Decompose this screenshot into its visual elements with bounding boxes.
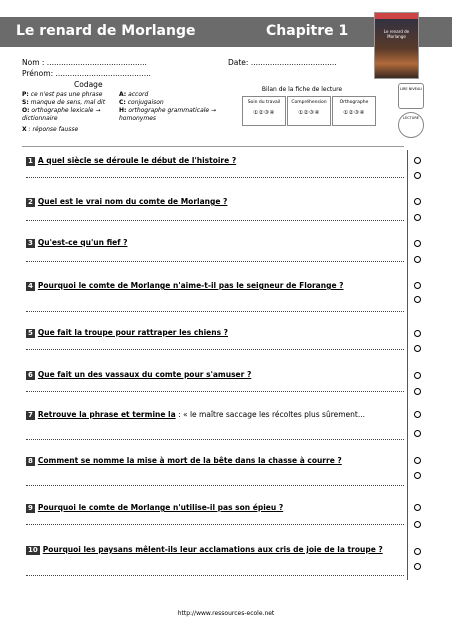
radio-1b[interactable] bbox=[414, 172, 421, 179]
level-badge: LIRE NIVEAU bbox=[398, 83, 424, 109]
radio-3a[interactable] bbox=[414, 240, 421, 247]
legend-item: H: orthographe grammaticale → homonymes bbox=[119, 107, 217, 122]
question-6: 6 Que fait un des vassaux du comte pour s'amuser ? bbox=[28, 370, 252, 379]
legend-item: S: manque de sens, mal dit bbox=[22, 99, 106, 106]
codage-legend-right bbox=[119, 91, 219, 123]
question-1: 1 A quel siècle se déroule le début de l'histoire ? bbox=[28, 156, 237, 165]
radio-5a[interactable] bbox=[414, 330, 421, 337]
codage-title: Codage bbox=[74, 80, 103, 89]
answer-line-2[interactable] bbox=[26, 213, 404, 221]
question-7: 7 Retrouve la phrase et termine la : « le maître saccage les récoltes plus sûrement... bbox=[28, 410, 366, 419]
question-5: 5 Que fait la troupe pour rattraper les chiens ? bbox=[28, 328, 229, 337]
radio-1a[interactable] bbox=[414, 157, 421, 164]
question-3: 3 Qu'est-ce qu'un fief ? bbox=[28, 238, 128, 247]
radio-4a[interactable] bbox=[414, 282, 421, 289]
bilan-panel bbox=[232, 84, 372, 140]
radio-4b[interactable] bbox=[414, 296, 421, 303]
radio-3b[interactable] bbox=[414, 256, 421, 263]
codage-legend-x: X : réponse fausse bbox=[22, 126, 79, 133]
legend-item: P: ce n'est pas une phrase bbox=[22, 91, 103, 98]
codage-legend-left bbox=[22, 91, 117, 123]
divider bbox=[22, 146, 404, 147]
answer-line-10[interactable] bbox=[26, 568, 404, 576]
radio-2b[interactable] bbox=[414, 214, 421, 221]
date-field[interactable]: Date: .................................... bbox=[228, 58, 337, 67]
question-9: 9 Pourquoi le comte de Morlange n'utilise-il pas son épieu ? bbox=[28, 503, 284, 512]
answer-line-8[interactable] bbox=[26, 478, 404, 486]
nom-field[interactable]: Nom : .......................................... bbox=[22, 58, 147, 67]
answer-line-5[interactable] bbox=[26, 342, 404, 350]
question-8: 8 Comment se nomme la mise à mort de la bête dans la chasse à courre ? bbox=[28, 456, 342, 465]
radio-7a[interactable] bbox=[414, 411, 421, 418]
answer-line-9[interactable] bbox=[26, 517, 404, 525]
radio-8a[interactable] bbox=[414, 457, 421, 464]
radio-6b[interactable] bbox=[414, 388, 421, 395]
legend-item: A: accord bbox=[119, 91, 149, 98]
radio-9b[interactable] bbox=[414, 521, 421, 528]
question-2: 2 Quel est le vrai nom du comte de Morlange ? bbox=[28, 197, 228, 206]
answer-line-6[interactable] bbox=[26, 384, 404, 392]
bilan-cell-orthographe[interactable]: Orthographe ①②③④ bbox=[332, 96, 376, 126]
chapter-title: Chapitre 1 bbox=[266, 23, 349, 39]
radio-5b[interactable] bbox=[414, 345, 421, 352]
reading-badge: LECTURE bbox=[398, 112, 424, 138]
column-divider bbox=[407, 150, 408, 580]
answer-line-1[interactable] bbox=[26, 170, 404, 178]
footer-url[interactable]: http://www.ressources-ecole.net bbox=[177, 610, 275, 617]
cover-title: Le renard de Morlange bbox=[383, 29, 410, 39]
legend-item: O: orthographe lexicale → dictionnaire bbox=[22, 107, 101, 122]
radio-10b[interactable] bbox=[414, 563, 421, 570]
radio-8b[interactable] bbox=[414, 472, 421, 479]
bilan-cell-soin[interactable]: Soin du travail ①②③④ bbox=[242, 96, 286, 126]
book-title: Le renard de Morlange bbox=[16, 23, 196, 39]
question-4: 4 Pourquoi le comte de Morlange n'aime-t-il pas le seigneur de Florange ? bbox=[28, 281, 344, 290]
answer-line-3[interactable] bbox=[26, 254, 404, 262]
radio-7b[interactable] bbox=[414, 430, 421, 437]
bilan-row bbox=[242, 96, 372, 126]
radio-10a[interactable] bbox=[414, 548, 421, 555]
answer-line-4[interactable] bbox=[26, 304, 404, 312]
radio-6a[interactable] bbox=[414, 372, 421, 379]
cover-band bbox=[375, 13, 418, 19]
badges bbox=[397, 83, 427, 138]
bilan-title: Bilan de la fiche de lecture bbox=[261, 86, 343, 93]
radio-2a[interactable] bbox=[414, 198, 421, 205]
bilan-cell-comprehension[interactable]: Compréhension ①②③④ bbox=[287, 96, 331, 126]
book-cover-image bbox=[374, 12, 419, 79]
answer-line-7[interactable] bbox=[26, 432, 404, 440]
question-10: 10 Pourquoi les paysans mêlent-ils leur acclamations aux cris de joie de la troupe ? bbox=[28, 545, 383, 554]
prenom-field[interactable]: Prénom: ........................................ bbox=[22, 69, 151, 78]
legend-item: C: conjugaison bbox=[119, 99, 164, 106]
radio-9a[interactable] bbox=[414, 504, 421, 511]
